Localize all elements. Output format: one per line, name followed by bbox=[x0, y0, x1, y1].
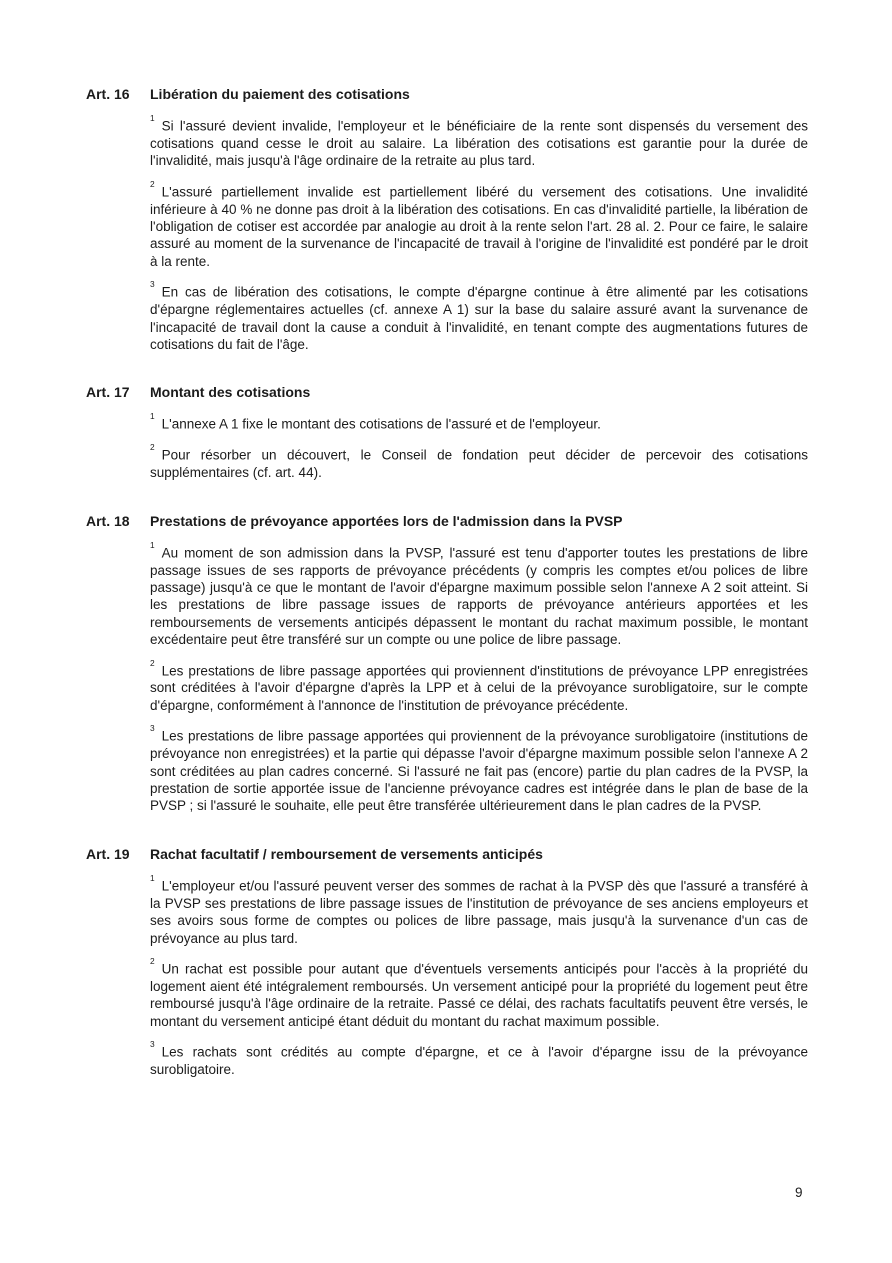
paragraph bbox=[150, 180, 808, 271]
article-heading bbox=[86, 513, 808, 530]
paragraph-text: L'assuré partiellement invalide est partiellement libéré du versement des cotisations. Une invalidité inférieure à 40 % ne donne pas droit à la libération des cotisations. En cas d'invalidité partielle, la libération de l'obligation de cotiser est accordée par analogie au droit à la rente selon l'art. 28 al. 2. Pour ce faire, le salaire assuré au moment de la survenance de l'incapacité de travail à l'origine de l'invalidité est pondéré par le droit à la rente. bbox=[150, 184, 808, 269]
paragraph-superscript-number: 2 bbox=[150, 178, 155, 189]
article-title: Libération du paiement des cotisations bbox=[150, 86, 410, 102]
paragraph-text: L'annexe A 1 fixe le montant des cotisations de l'assuré et de l'employeur. bbox=[161, 416, 601, 432]
paragraph-text: Les rachats sont crédités au compte d'épargne, et ce à l'avoir d'épargne issu de la prévoyance surobligatoire. bbox=[150, 1044, 808, 1077]
paragraph-text: Si l'assuré devient invalide, l'employeur et le bénéficiaire de la rente sont dispensés du versement des cotisations quand cesse le droit au salaire. La libération des cotisations est garantie pour la durée de l'invalidité, mais jusqu'à l'âge ordinaire de la retraite au plus tard. bbox=[150, 118, 808, 169]
article-number: Art. 16 bbox=[86, 86, 130, 102]
article-section bbox=[86, 513, 808, 815]
article-paragraphs bbox=[150, 114, 808, 353]
paragraph bbox=[150, 659, 808, 715]
paragraph-superscript-number: 3 bbox=[150, 723, 155, 734]
article-title: Montant des cotisations bbox=[150, 384, 311, 401]
article-number: Art. 17 bbox=[86, 384, 130, 401]
paragraph bbox=[150, 1040, 808, 1078]
page-number: 9 bbox=[795, 1185, 803, 1200]
article-heading bbox=[86, 846, 808, 863]
paragraph bbox=[150, 412, 808, 433]
paragraph-superscript-number: 1 bbox=[150, 411, 155, 422]
paragraph-superscript-number: 3 bbox=[150, 1039, 155, 1050]
article-heading bbox=[86, 86, 808, 103]
paragraph-text: Les prestations de libre passage apportées qui proviennent d'institutions de prévoyance LPP enregistrées sont créditées à l'avoir d'épargne d'après la LPP et à celui de la prévoyance surobligatoire, sur le compte d'épargne, conformément à l'annonce de l'institution de prévoyance précédente. bbox=[150, 663, 808, 713]
paragraph-superscript-number: 2 bbox=[150, 657, 155, 668]
document-body bbox=[86, 86, 808, 1109]
paragraph-text: En cas de libération des cotisations, le compte d'épargne continue à être alimenté par les cotisations d'épargne réglementaires actuelles (cf. annexe A 1) sur la base du salaire assuré avant la survenance de l'incapacité de travail dont la cause a conduit à l'invalidité, en tenant compte des augmentations futures de cotisations du fait de l'âge. bbox=[150, 284, 808, 352]
paragraph bbox=[150, 114, 808, 170]
paragraph-superscript-number: 1 bbox=[150, 872, 155, 883]
paragraph-text: L'employeur et/ou l'assuré peuvent verser des sommes de rachat à la PVSP dès que l'assuré a transféré à la PVSP ses prestations de libre passage issues de l'institution de prévoyance de ses anciens employeurs et ses avoirs sous forme de comptes ou polices de libre passage, mais jusqu'à la survenance d'un cas de prévoyance au plus tard. bbox=[150, 878, 808, 946]
paragraph-text: Les prestations de libre passage apportées qui proviennent de la prévoyance surobligatoire (institutions de prévoyance non enregistrées) et la partie qui dépasse l'avoir d'épargne maximum possible selon l'annexe A 2 sont créditées au plan cadres concerné. Si l'assuré ne fait pas (encore) partie du plan cadres de la PVSP, la prestation de sortie apportée issue de l'ancienne prévoyance cadres est intégrée dans le plan de base de la PVSP ; si l'assuré le souhaite, elle peut être transférée ultérieurement dans le plan cadres de la PVSP. bbox=[150, 728, 808, 814]
paragraph bbox=[150, 541, 808, 649]
paragraph-text: Pour résorber un découvert, le Conseil de fondation peut décider de percevoir des cotisations supplémentaires (cf. art. 44). bbox=[150, 447, 808, 481]
article-number: Art. 18 bbox=[86, 512, 130, 529]
paragraph-superscript-number: 1 bbox=[150, 113, 155, 123]
paragraph-text: Au moment de son admission dans la PVSP, l'assuré est tenu d'apporter toutes les prestations de libre passage issues de ses rapports de prévoyance précédents (y compris les comptes et/ou polices de libre passage) jusqu'à ce que le montant de l'avoir d'épargne maximum possible selon l'annexe A 2 soit atteint. Si les prestations de libre passage issues de rapports de prévoyance antérieurs apportées et les remboursements de versements anticipés dépassent le montant du rachat maximum possible, le montant excédentaire peut être transféré sur un compte ou une police de libre passage. bbox=[150, 545, 808, 648]
article-title: Rachat facultatif / remboursement de versements anticipés bbox=[150, 845, 543, 862]
article-section bbox=[86, 86, 808, 353]
paragraph bbox=[150, 874, 808, 947]
article-section bbox=[86, 384, 808, 481]
paragraph-superscript-number: 3 bbox=[150, 279, 155, 290]
article-paragraphs bbox=[150, 541, 808, 815]
article-title: Prestations de prévoyance apportées lors de l'admission dans la PVSP bbox=[150, 512, 623, 529]
paragraph-superscript-number: 1 bbox=[150, 539, 155, 550]
article-paragraphs bbox=[150, 412, 808, 481]
paragraph bbox=[150, 280, 808, 353]
paragraph-superscript-number: 2 bbox=[150, 442, 155, 453]
paragraph-superscript-number: 2 bbox=[150, 955, 155, 966]
paragraph bbox=[150, 957, 808, 1030]
paragraph bbox=[150, 443, 808, 481]
paragraph-text: Un rachat est possible pour autant que d'éventuels versements anticipés pour l'accès à la propriété du logement aient été intégralement remboursés. Un versement anticipé pour la propriété du logement peut être remboursé jusqu'à l'âge ordinaire de la retraite. Passé ce délai, des rachats facultatifs peuvent être versés, le montant du versement anticipé étant déduit du montant du rachat maximum possible. bbox=[150, 961, 808, 1029]
article-heading bbox=[86, 384, 808, 401]
article-number: Art. 19 bbox=[86, 845, 130, 862]
article-paragraphs bbox=[150, 874, 808, 1079]
article-section bbox=[86, 846, 808, 1079]
paragraph bbox=[150, 724, 808, 815]
